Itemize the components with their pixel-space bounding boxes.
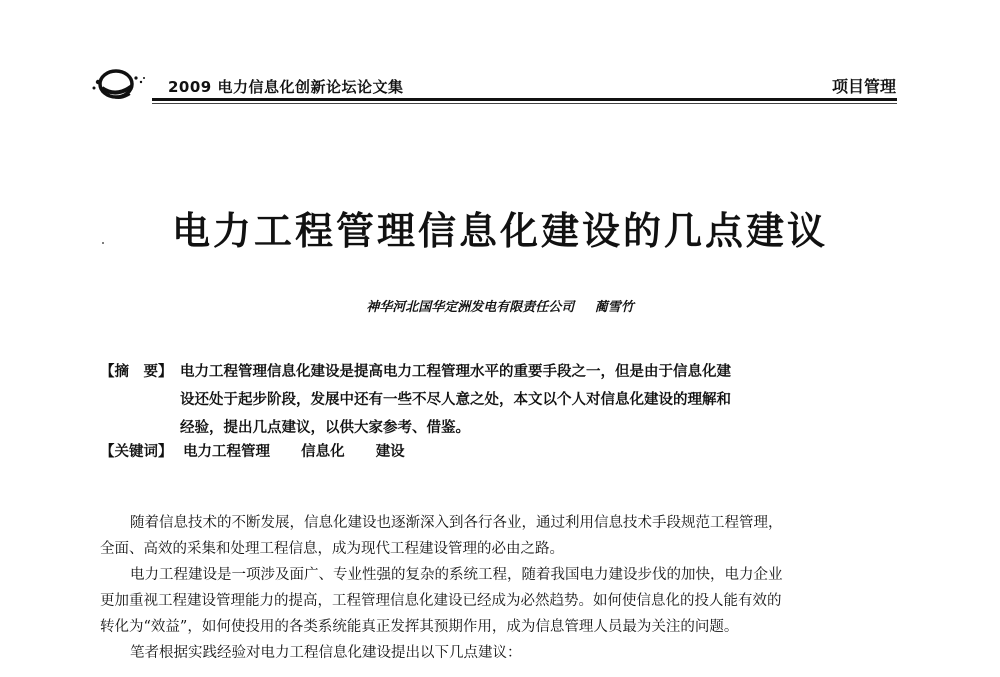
body-line: 随着信息技术的不断发展，信息化建设也逐渐深入到各行各业，通过利用信息技术手段规范工程管理， xyxy=(130,515,783,531)
abstract-line: 设还处于起步阶段，发展中还有一些不尽人意之处，本文以个人对信息化建设的理解和 xyxy=(180,392,731,408)
author-line xyxy=(0,296,1000,315)
abstract-label: 【摘 要】 xyxy=(100,364,173,380)
keywords-label: 【关键词】 xyxy=(100,444,173,460)
paper-title: 电力工程管理信息化建设的几点建议 xyxy=(171,209,828,253)
section-label: 项目管理 xyxy=(831,77,896,96)
abstract-line: 电力工程管理信息化建设是提高电力工程管理水平的重要手段之一，但是由于信息化建 xyxy=(180,364,731,380)
abstract-text xyxy=(180,358,840,442)
body-line: 电力工程建设是一项涉及面广、专业性强的复杂的系统工程，随着我国电力建设步伐的加快，电力企业 xyxy=(130,567,783,583)
keyword: 信息化 xyxy=(301,444,345,460)
header-divider-thin xyxy=(152,103,897,104)
keyword: 电力工程管理 xyxy=(183,444,271,460)
author-name: 蔺雪竹 xyxy=(594,300,634,315)
abstract xyxy=(100,358,840,442)
header-divider xyxy=(152,98,897,101)
keyword: 建设 xyxy=(375,444,405,460)
body-line: 笔者根据实践经验对电力工程信息化建设提出以下几点建议： xyxy=(130,645,522,661)
forum-logo-icon xyxy=(88,64,152,104)
author-affiliation: 神华河北国华定洲发电有限责任公司 xyxy=(366,300,575,315)
body-line: 全面、高效的采集和处理工程信息，成为现代工程建设管理的必由之路。 xyxy=(100,541,564,557)
body-line: 更加重视工程建设管理能力的提高，工程管理信息化建设已经成为必然趋势。如何使信息化的投人能有效的 xyxy=(100,593,782,609)
abstract-line: 经验，提出几点建议，以供大家参考、借鉴。 xyxy=(180,420,470,436)
body-text xyxy=(100,510,900,666)
body-line: 转化为“效益”，如何使投用的各类系统能真正发挥其预期作用，成为信息管理人员最为关注的问题。 xyxy=(100,619,739,635)
scan-speck xyxy=(102,242,104,244)
keywords xyxy=(100,440,431,464)
series-title: 2009 电力信息化创新论坛论文集 xyxy=(168,78,404,96)
